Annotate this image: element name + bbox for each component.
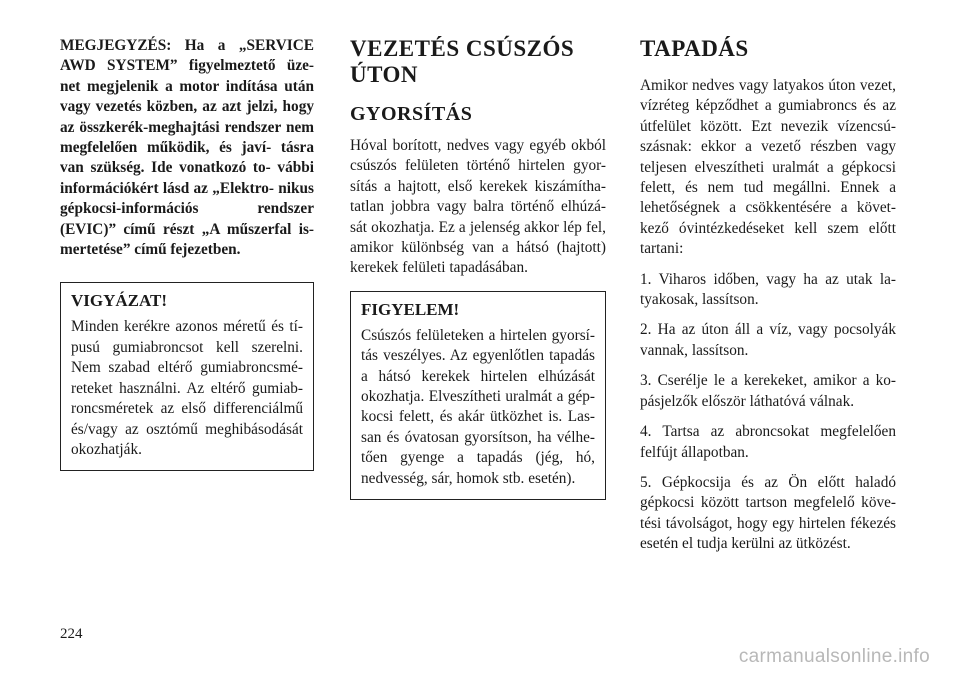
column-left — [60, 36, 314, 471]
warning-box — [60, 282, 314, 471]
caution-box — [350, 291, 606, 500]
note-paragraph: MEGJEGYZÉS: Ha a „SERVICE AWD SYSTEM” figyelmeztető üze- net megjelenik a motor indítása után vagy vezetés közben, az azt jelzi, hogy az összkerék-meghajtási rendszer nem megfelelően működik, és javí- tásra van szükség. Ide vonatkozó to- vábbi információkért lásd az „Elektro- nikus gépkocsi-információs rendszer (EVIC)” című részt „A műszerfal is- mertetése” című fejezetben. — [60, 37, 314, 259]
traction-intro: Amikor nedves vagy latyakos úton vezet, vízréteg képződhet a gumiabroncs és az útfelület között. Ezt nevezik vízencsú- szásnak: ekkor a vezető részben vagy teljesen elveszítheti uralmát a gépkocsi felett, és nem tud megállni. Ennek a lehetőségnek a csökkentésére a követ- kező óvintézkedéseket kell szem előtt tartani: — [640, 77, 896, 258]
warning-title: VIGYÁZAT! — [71, 291, 168, 311]
watermark: carmanualsonline.info — [738, 646, 930, 667]
section-title: VEZETÉS CSÚSZÓS ÚTON — [350, 36, 575, 87]
list-item: 5. Gépkocsija és az Ön előtt haladó gépkocsi között tartson megfelelő köve- tési távolságot, hogy egy hirtelen fékezés esetén el tudja kerülni az ütközést. — [640, 473, 896, 553]
list-item: 2. Ha az úton áll a víz, vagy pocsolyák vannak, lassítson. — [640, 321, 896, 359]
caution-title: FIGYELEM! — [361, 299, 460, 319]
warning-text: Minden kerékre azonos méretű és tí- pusú gumiabroncsot kell szerelni. Nem szabad eltérő gumiabroncsmé- reteket használni. Az eltérő gumiab- roncsméretek az első differenciálmű és/vagy az osztómű meghibásodását okozhatják. — [71, 318, 303, 458]
section-subtitle: GYORSÍTÁS — [350, 103, 473, 125]
list-item: 3. Cserélje le a kerekeket, amikor a ko- pásjelzők először láthatóvá válnak. — [640, 372, 896, 410]
caution-text: Csúszós felületeken a hirtelen gyorsí- tás veszélyes. Az egyenlőtlen tapadás a hátsó kerekek hirtelen elhúzását okozhatja. Elveszítheti uralmát a gép- kocsi felett, és akár ütközhet is. Las- san és óvatosan gyorsítson, ha vélhe- tően gyenge a tapadás (jég, hó, nedvesség, sár, homok stb. esetén). — [361, 326, 595, 487]
column-middle — [350, 36, 606, 500]
list-item: 1. Viharos időben, vagy ha az utak la- tyakosak, lassítson. — [640, 270, 896, 309]
page-number: 224 — [60, 626, 83, 642]
traction-title: TAPADÁS — [640, 36, 749, 61]
list-item: 4. Tartsa az abroncsokat megfelelően felfújt állapotban. — [640, 423, 896, 461]
column-right — [640, 36, 896, 565]
body-paragraph: Hóval borított, nedves vagy egyéb okból csúszós felületen történő hirtelen gyor- sítás a hajtott, első kerekek kiszámítha- tatlan jobbra vagy balra történő elhúzá- sát okozhatja. Ez a jelenség akkor lép fel, amikor különbség van a hátsó (hajtott) kerekek felületi tapadásában. — [350, 137, 606, 277]
